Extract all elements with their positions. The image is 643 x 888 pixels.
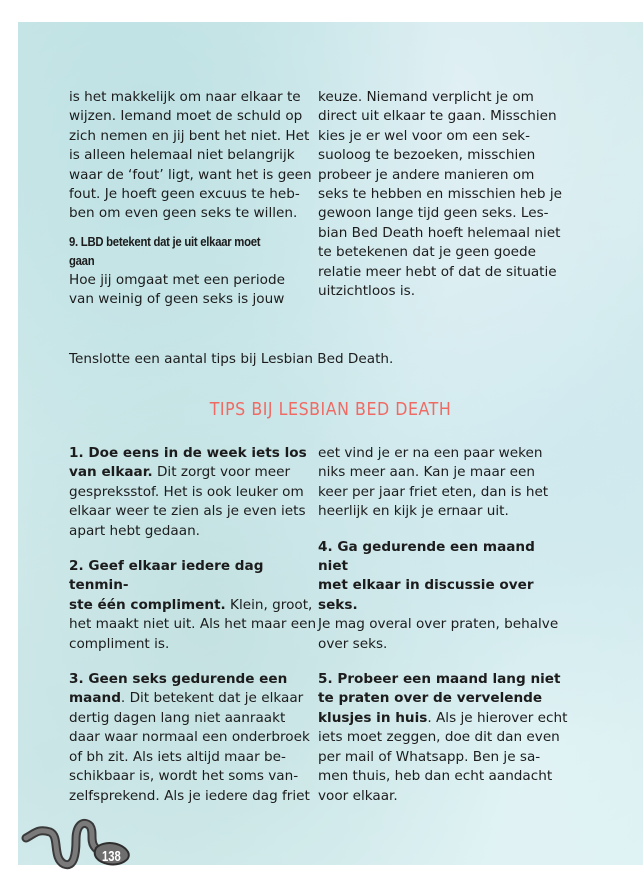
subheading: 9. LBD betekent dat je uit elkaar moet bbox=[69, 234, 261, 249]
tip-text: . Als je hierover echt bbox=[427, 709, 568, 726]
tip-text: niks meer aan. Kan je maar een bbox=[318, 464, 536, 481]
tip-title: 2. Geef elkaar iedere dag tenmin- bbox=[69, 558, 264, 594]
tip-2 bbox=[69, 557, 319, 654]
tip-title: te praten over de vervelende bbox=[318, 690, 543, 707]
tip-3 bbox=[69, 670, 319, 806]
tip-4 bbox=[318, 538, 568, 654]
page-number: 138 bbox=[102, 848, 121, 865]
paragraph-line: gewoon lange tijd geen seks. Les- bbox=[318, 205, 549, 222]
paragraph-line: waar de ‘fout’ ligt, want het is geen bbox=[69, 166, 312, 183]
paragraph-line: is het makkelijk om naar elkaar te bbox=[69, 89, 301, 105]
tips-left-column bbox=[69, 444, 319, 806]
subheading: gaan bbox=[69, 253, 95, 268]
paragraph-line: relatie meer hebt of dat de situatie bbox=[318, 263, 557, 280]
tip-text: dertig dagen lang niet aanraakt bbox=[69, 709, 286, 726]
tip-text: heerlijk en kijk je ernaar uit. bbox=[318, 503, 509, 520]
tips-right-column bbox=[318, 444, 568, 806]
tip-title: ste één compliment. bbox=[69, 596, 226, 613]
tip-title: van elkaar. bbox=[69, 464, 153, 481]
tip-title: 3. Geen seks gedurende een bbox=[69, 671, 288, 688]
paragraph-line: seks te hebben en misschien heb je bbox=[318, 186, 562, 203]
intro-text: Tenslotte een aantal tips bij Lesbian Bed Death. bbox=[69, 351, 394, 367]
tip-title: 4. Ga gedurende een maand niet bbox=[318, 538, 535, 575]
tip-5 bbox=[318, 670, 568, 806]
magazine-page bbox=[18, 22, 643, 865]
tip-text: voor elkaar. bbox=[318, 787, 398, 804]
tip-text: of bh zit. Als iets altijd maar be- bbox=[69, 748, 286, 765]
tip-text: . Dit betekent dat je elkaar bbox=[120, 690, 304, 707]
tip-title: maand bbox=[69, 690, 121, 707]
section-heading: TIPS BIJ LESBIAN BED DEATH bbox=[209, 399, 452, 420]
tip-text: per mail of Whatsapp. Ben je sa- bbox=[318, 748, 541, 765]
top-right-column bbox=[318, 88, 568, 301]
paragraph-line: van weinig of geen seks is jouw bbox=[69, 291, 285, 308]
tip-text: gespreksstof. Het is ook leuker om bbox=[69, 483, 304, 500]
tip-title: klusjes in huis bbox=[318, 709, 428, 726]
tip-text: Je mag overal over praten, behalve bbox=[318, 616, 559, 633]
paragraph-line: keuze. Niemand verplicht je om bbox=[318, 89, 534, 105]
tip-text: het maakt niet uit. Als het maar een bbox=[69, 616, 317, 633]
tip-1 bbox=[69, 444, 319, 541]
tip-text: Klein, groot, bbox=[225, 596, 313, 613]
tip-title: 1. Doe eens in de week iets los bbox=[69, 445, 307, 461]
tip-text: daar waar normaal een onderbroek bbox=[69, 729, 310, 746]
tip-text: zelfsprekend. Als je iedere dag friet bbox=[69, 787, 310, 804]
paragraph-line: ben om even geen seks te willen. bbox=[69, 205, 298, 222]
paragraph-line: probeer je andere manieren om bbox=[318, 166, 535, 183]
tip-title: met elkaar in discussie over seks. bbox=[318, 577, 534, 613]
paragraph-line: kies je er wel voor om een sek- bbox=[318, 127, 531, 144]
tip-text: schikbaar is, wordt het soms van- bbox=[69, 768, 299, 785]
tip-text: Dit zorgt voor meer bbox=[152, 464, 291, 481]
paragraph-line: suoloog te bezoeken, misschien bbox=[318, 147, 536, 164]
tip-text: eet vind je er na een paar weken bbox=[318, 445, 543, 461]
paragraph-line: te betekenen dat je geen goede bbox=[318, 244, 537, 261]
paragraph-line: direct uit elkaar te gaan. Misschien bbox=[318, 108, 557, 125]
top-left-column bbox=[69, 88, 319, 310]
tip-3-continued bbox=[318, 444, 568, 522]
tip-text: iets moet zeggen, doe dit dan even bbox=[318, 729, 560, 746]
tip-text: over seks. bbox=[318, 635, 388, 652]
tip-text: men thuis, heb dan echt aandacht bbox=[318, 768, 553, 785]
tip-text: apart hebt gedaan. bbox=[69, 522, 201, 539]
paragraph-line: bian Bed Death hoeft helemaal niet bbox=[318, 224, 561, 241]
paragraph-line: is alleen helemaal niet belangrijk bbox=[69, 147, 295, 164]
tip-title: 5. Probeer een maand lang niet bbox=[318, 671, 561, 688]
paragraph-line: Hoe jij omgaat met een periode bbox=[69, 271, 285, 288]
tip-text: elkaar weer te zien als je even iets bbox=[69, 503, 306, 520]
tip-text: keer per jaar friet eten, dan is het bbox=[318, 483, 549, 500]
tip-text: compliment is. bbox=[69, 635, 170, 652]
paragraph-line: zich nemen en jij bent het niet. Het bbox=[69, 127, 310, 144]
paragraph-line: wijzen. Iemand moet de schuld op bbox=[69, 108, 303, 125]
paragraph-line: fout. Je hoeft geen excuus te heb- bbox=[69, 186, 300, 203]
paragraph-line: uitzichtloos is. bbox=[318, 283, 416, 300]
